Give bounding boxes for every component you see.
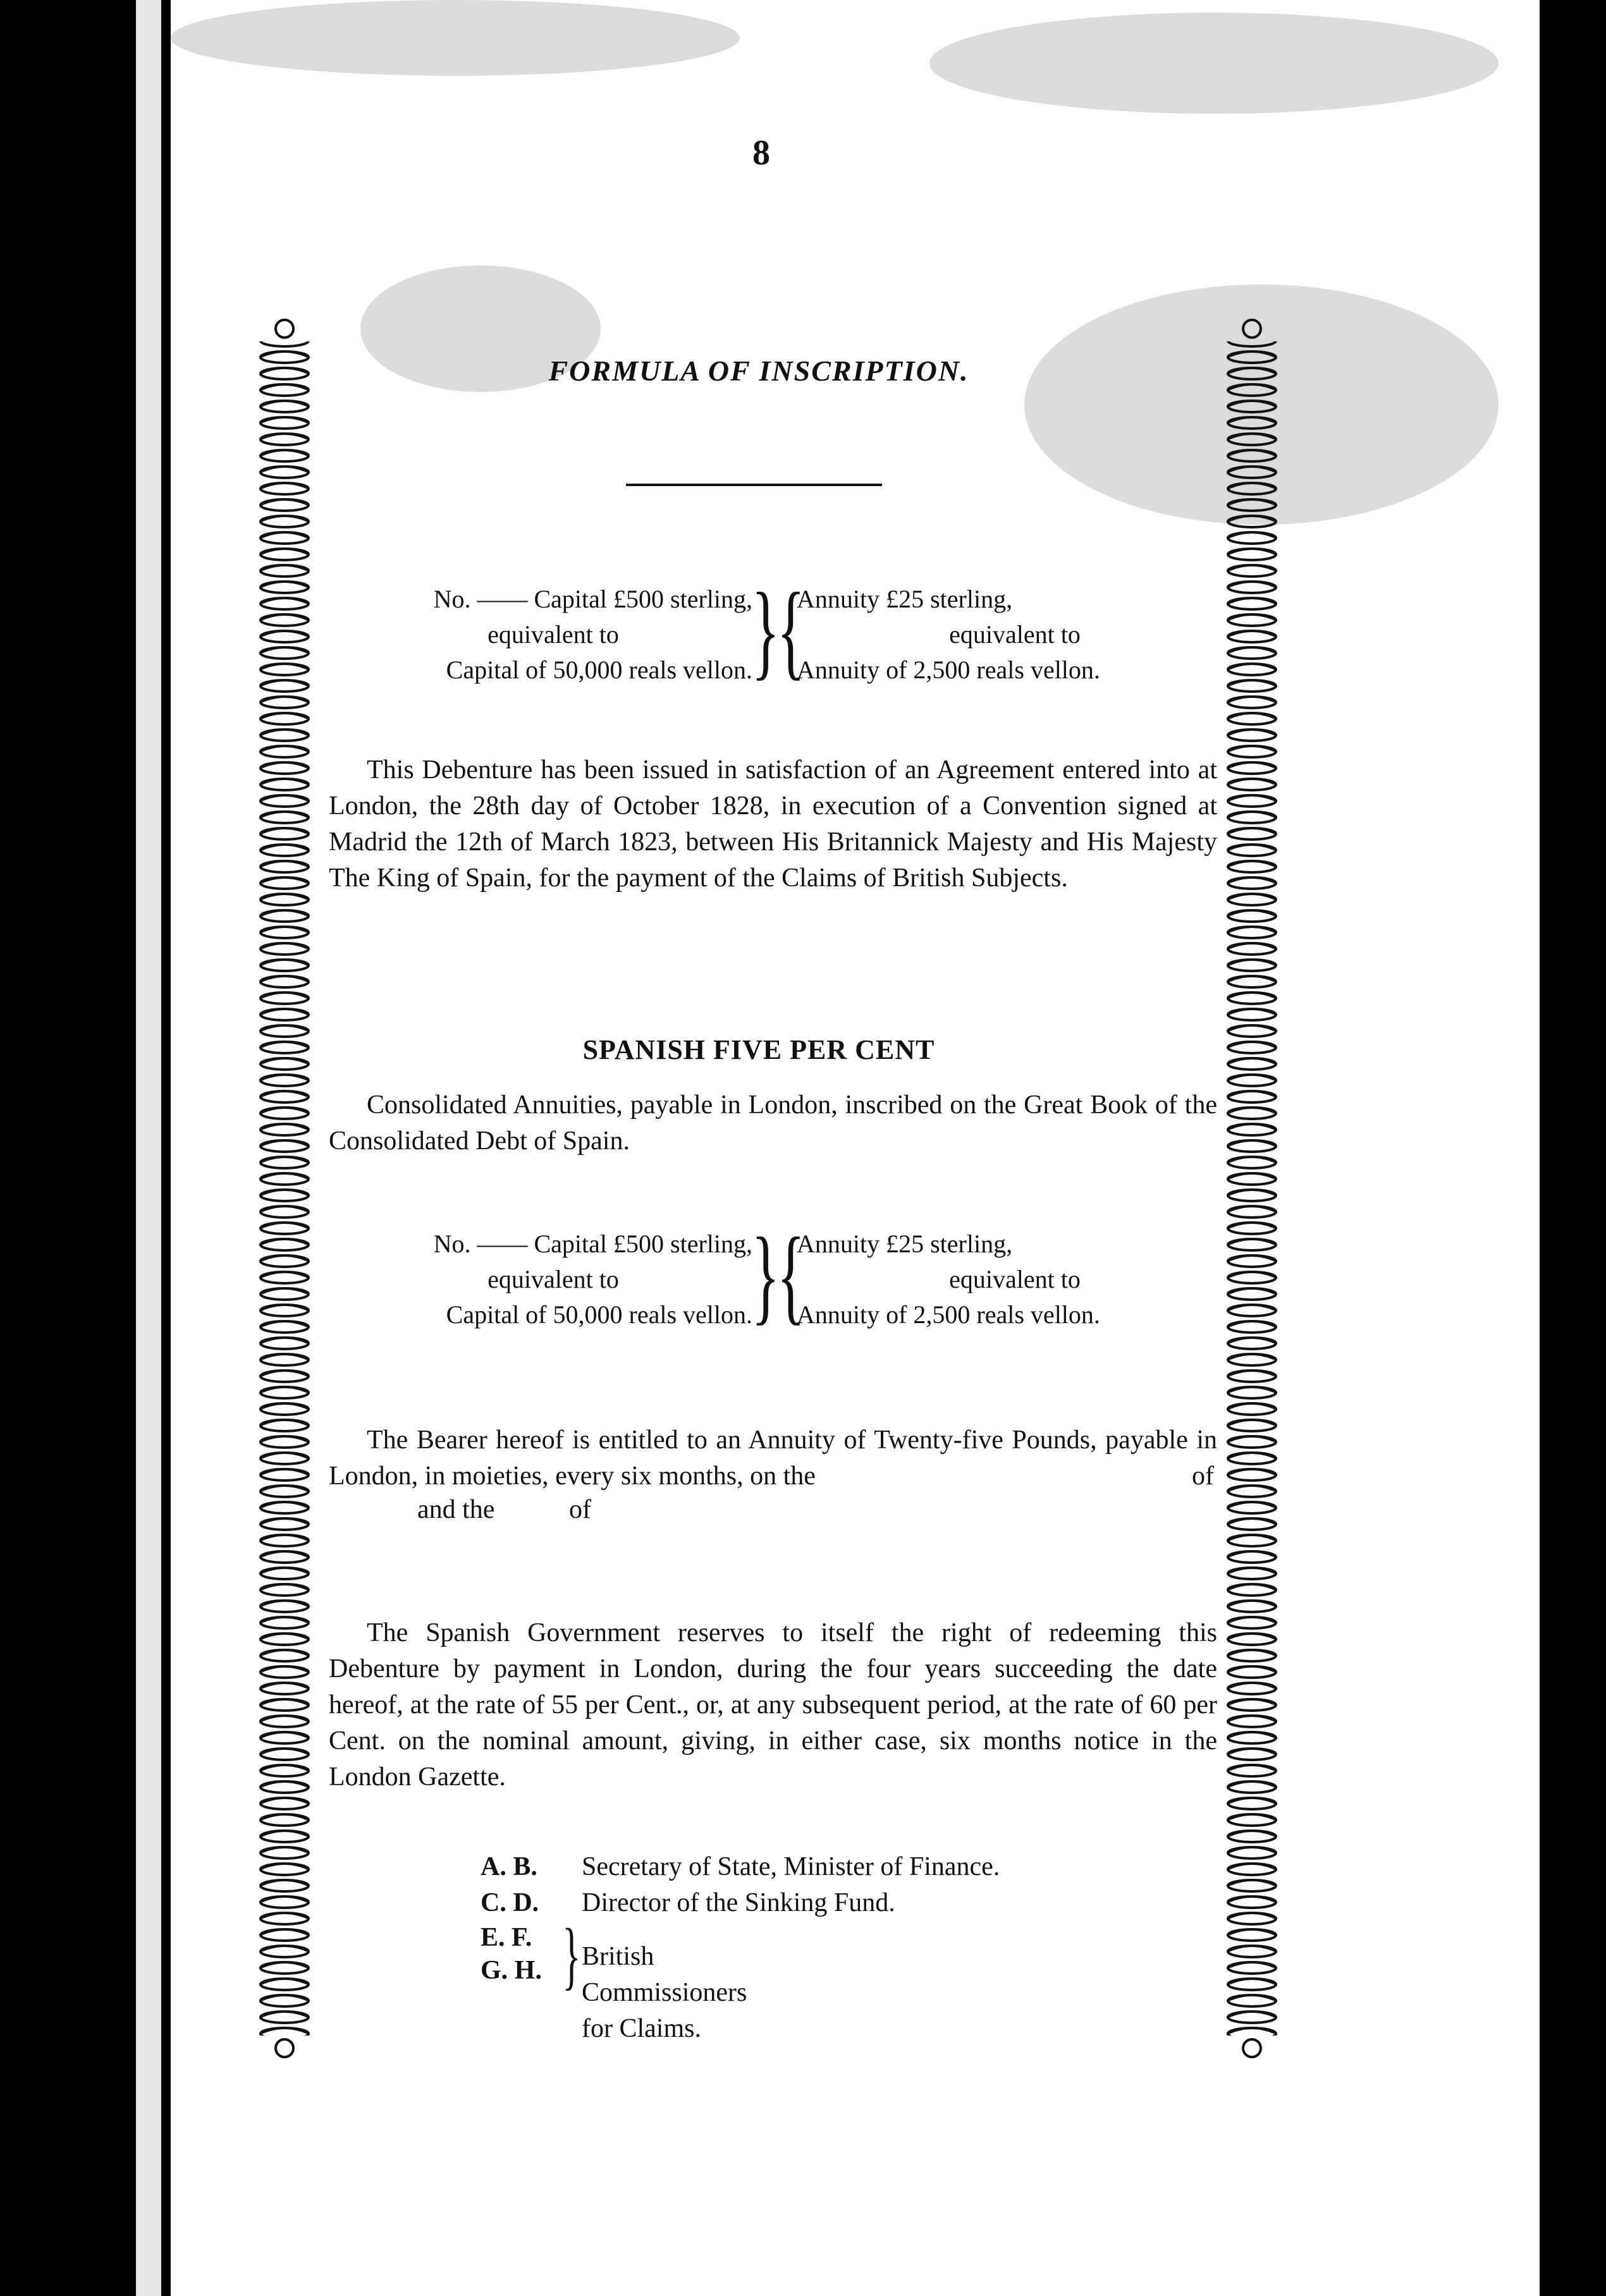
scan-left-margin [0,0,190,2296]
scan-page-edge [136,0,161,2296]
water-stain [929,13,1499,114]
spanish-five-per-cent-title: SPANISH FIVE PER CENT [582,1034,935,1065]
annuity-line: equivalent to [949,1265,1081,1293]
capital-line: Capital of 50,000 reals vellon. [446,656,752,684]
annuity-line: Annuity £25 sterling, [797,1230,1013,1258]
commissioner-initials [481,1921,575,1987]
capital-column [354,1226,752,1333]
capital-column [354,582,752,688]
left-ornamental-border [256,316,313,2061]
redemption-paragraph: The Spanish Government reserves to itself the right of redeeming this Debenture by payment in London, during the four years succeeding the date hereof, at the rate of 55 per Cent., or, at any subsequent period, at the rate of 60 per Cent. on the nominal amount, giving, in either case, six months notice in the London Gazette. [329,1618,1217,1792]
inscription-block-1 [354,571,1239,690]
annuity-line: Annuity of 2,500 reals vellon. [797,656,1100,684]
debenture-paragraph: This Debenture has been issued in satisfaction of an Agreement entered into at London, the 28th day of October 1828, in execution of a Convention signed at Madrid the 12th of March 1823, between His Britannick Majesty and His Majesty The King of Spain, for the payment of the Claims of British Subjects. [329,755,1217,893]
scan-right-margin [1536,0,1606,2296]
formula-title: FORMULA OF INSCRIPTION. [548,355,969,387]
capital-line: equivalent to [487,620,619,649]
bearer-of-1: of [1192,1462,1214,1491]
inscription-block-2 [354,1216,1239,1334]
bearer-of-2: of [569,1495,591,1524]
capital-line: No. —— Capital £500 sterling, [433,585,752,613]
consolidated-paragraph: Consolidated Annuities, payable in London, inscribed on the Great Book of the Consolidated Debt of Spain. [329,1090,1217,1156]
commissioner-initials-2: G. H. [481,1956,542,1985]
annuity-column [797,1226,1208,1333]
right-ornamental-border [1223,316,1280,2061]
capital-line: equivalent to [487,1265,619,1293]
annuity-line: equivalent to [949,620,1081,649]
signature-initials: C. D. [481,1888,539,1917]
opening-brace: { [776,571,806,690]
signature-title: Secretary of State, Minister of Finance. [582,1852,1000,1881]
page-number: 8 [752,133,770,173]
annuity-line: Annuity of 2,500 reals vellon. [797,1300,1100,1329]
opening-brace: { [776,1216,806,1334]
capital-line: No. —— Capital £500 sterling, [433,1230,752,1258]
commissioner-initials-1: E. F. [481,1923,532,1952]
water-stain [171,0,740,76]
signature-initials: A. B. [481,1852,537,1881]
closing-brace: } [751,571,780,690]
commissioners-brace: } [562,1913,581,1997]
signature-title: Director of the Sinking Fund. [582,1888,895,1917]
annuity-column [797,582,1208,688]
title-rule [626,484,882,486]
bearer-and-the: and the [417,1495,495,1524]
commissioners-title: British Commissioners for Claims. [582,1942,747,2043]
capital-line: Capital of 50,000 reals vellon. [446,1300,752,1329]
annuity-line: Annuity £25 sterling, [797,585,1013,613]
bearer-paragraph: The Bearer hereof is entitled to an Annuity of Twenty-five Pounds, payable in London, in moieties, every six months, on the [329,1426,1217,1491]
closing-brace: } [751,1216,780,1334]
